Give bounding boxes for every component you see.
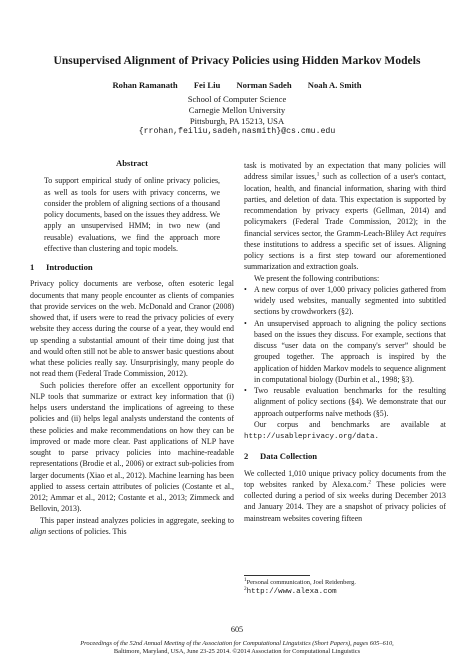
footnote-marker: 1: [316, 171, 320, 178]
footnote-marker: 2: [368, 479, 372, 486]
body-paragraph: Our corpus and benchmarks are available at http://usableprivacy.org/data.: [244, 419, 446, 441]
footer-line: Proceedings of the 52nd Annual Meeting of the Association for Computational Linguistics (Short Papers), pages 605–610,: [80, 640, 394, 647]
list-item: • An unsupervised approach to aligning the policy sections based on the issues they discuss. For example, sections that discuss “user data on the company's server” should be grouped together. The approach is inspired by the application of hidden Markov models to sequence alignment in computational biology (Durbin et al., 1998; §3).: [244, 318, 446, 386]
section-title: Introduction: [46, 262, 93, 272]
affiliation-city: Pittsburgh, PA 15213, USA: [189, 116, 285, 126]
data-url-link[interactable]: http://usableprivacy.org/data.: [244, 433, 380, 441]
body-paragraph: We present the following contributions:: [254, 273, 380, 283]
list-item: • Two reusable evaluation benchmarks for the resulting alignment of policy sections (§4). We demonstrate that our approach outperforms naïve methods (§5).: [244, 385, 446, 419]
intro-paragraph: This paper instead analyzes policies in aggregate, seeking to align sections of policies. This: [30, 515, 234, 536]
alexa-url-link[interactable]: http://www.alexa.com: [246, 587, 337, 596]
author-name: Noah A. Smith: [307, 80, 362, 90]
paper-title: Unsupervised Alignment of Privacy Policies using Hidden Markov Models: [53, 55, 421, 67]
author-emails: {rrohan,feiliu,sadeh,nasmith}@cs.cmu.edu: [138, 127, 336, 136]
body-paragraph: task is motivated by an expectation that many policies will address similar issues,$^1$ such as collection of a user's contact, location, health, and financial information, sharing with third parties, and deletion of data. This expectation is supported by recommendation by privacy experts (Gellman, 2014) and policymakers (Federal Trade Commission, 2012); in the financial services sector, the Gramm-Leach-Bliley Act requires these institutions to address a specific set of issues. Aligning policy sections is a first step toward our aforementioned summarization and extraction goals.: [244, 161, 446, 272]
contribution-list: [244, 284, 446, 419]
affiliation-school: School of Computer Science: [187, 94, 287, 104]
footnote-divider: [244, 575, 310, 576]
section-heading-data-collection: [244, 451, 446, 462]
abstract-heading: Abstract: [116, 158, 148, 168]
page-number: 605: [230, 625, 244, 634]
section-heading-introduction: [30, 262, 234, 273]
footnotes: [244, 575, 446, 596]
footer-line: Baltimore, Maryland, USA, June 23-25 2014. ©2014 Association for Computational Linguistics: [113, 648, 361, 656]
section-title: Data Collection: [260, 451, 318, 462]
footnote: $^2$http://www.alexa.com: [244, 585, 337, 596]
intro-paragraph: Privacy policy documents are verbose, often esoteric legal documents that many people encounter as clients of companies that provide services on the web. McDonald and Cranor (2008) showed that, if users were to read the privacy policies of every website they access during the course of a year, they would end up spending a substantial amount of their time doing just that and would often still not be able to answer basic questions about what these policies really say. Unsurprisingly, many people do not read them (Federal Trade Commission, 2012).: [30, 279, 234, 379]
author-name: Rohan Ramanath: [112, 80, 178, 90]
author-list: [0, 80, 474, 90]
section-number: 2: [244, 451, 249, 462]
proceedings-footer: [0, 640, 474, 657]
intro-paragraph: Such policies therefore offer an excellent opportunity for NLP tools that summarize or extract key information that (i) helps users understand the implications of agreeing to these policies and (ii) helps legal analysts understand the contents of these policies and make recommendations on how they can be improved or made more clear. Past applications of NLP have sought to parse privacy policies into machine-readable representations (Brodie et al., 2006) or extract sub-policies from larger documents (Xiao et al., 2012). Machine learning has been applied to assess certain attributes of policies (Costante et al., 2012; Ammar et al., 2012; Costante et al., 2013; Zimmeck and Bellovin, 2013).: [30, 380, 234, 514]
left-column: [30, 158, 234, 537]
list-item: • A new corpus of over 1,000 privacy policies gathered from widely used websites, manually segmented into subtitled sections by crowdworkers (§2).: [244, 284, 446, 318]
author-name: Fei Liu: [193, 80, 221, 90]
abstract-text: To support empirical study of online privacy policies, as well as tools for users with privacy concerns, we consider the problem of aligning sections of a thousand policy documents, based on the issues they address. We apply an unsupervised HMM; in two new (and reusable) evaluations, we find the approach more effective than clustering and topic models.: [44, 176, 220, 253]
right-column: [244, 160, 446, 524]
footnote: $^1$Personal communication, Joel Reidenberg.: [244, 576, 356, 586]
affiliation-university: Carnegie Mellon University: [188, 105, 286, 115]
author-name: Norman Sadeh: [236, 80, 292, 90]
section-number: 1: [30, 262, 35, 272]
body-paragraph: We collected 1,010 unique privacy policy documents from the top websites ranked by Alexa.com.$^2$ These policies were collected during a period of six weeks during December 2013 and January 2014. They are a snapshot of privacy policies of mainstream websites covering fifteen: [244, 468, 446, 523]
